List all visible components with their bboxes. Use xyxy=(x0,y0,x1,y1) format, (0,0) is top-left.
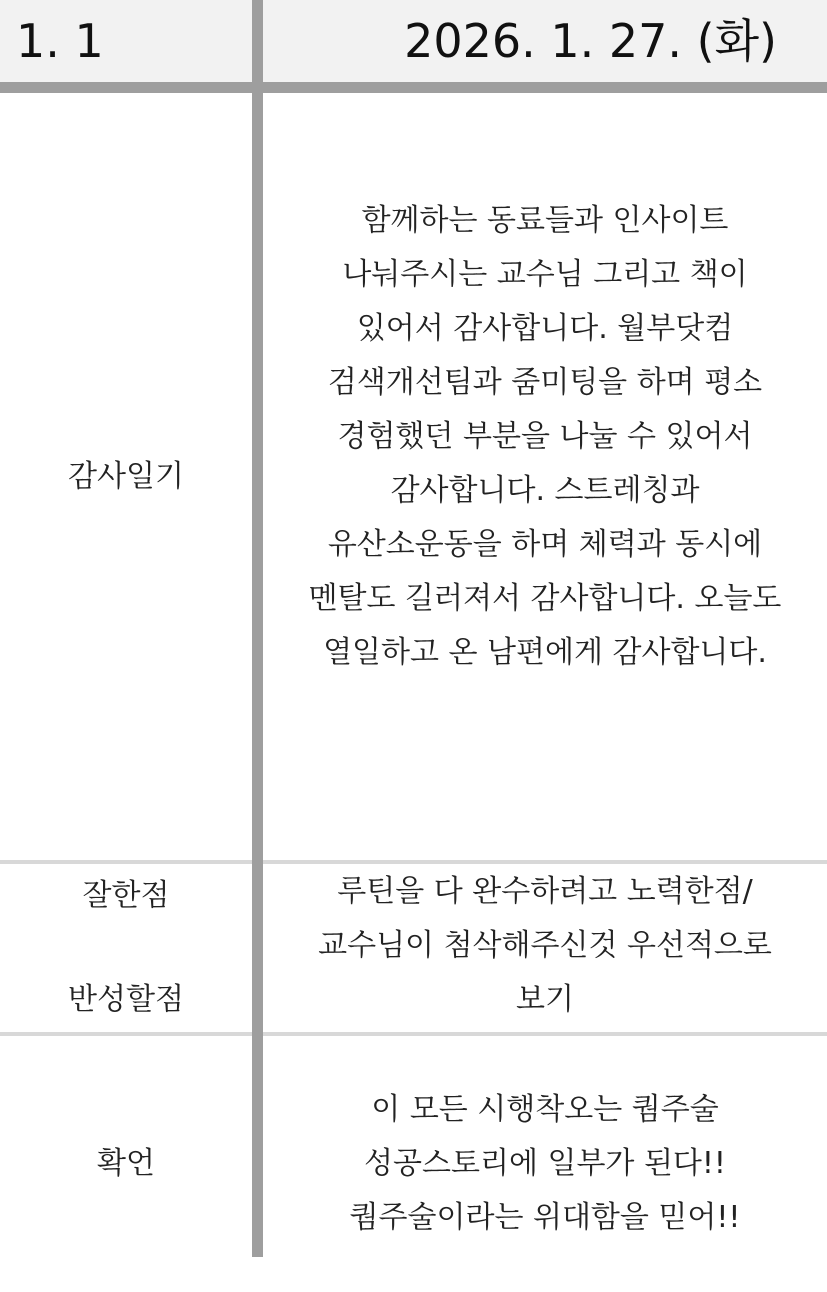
text-line: 열일하고 온 남편에게 감사합니다. xyxy=(323,634,767,670)
text-line: 보기 xyxy=(516,982,574,1017)
text-line: 함께하는 동료들과 인사이트 xyxy=(361,202,729,238)
label-gratitude-text: 감사일기 xyxy=(68,458,184,494)
label-good-points: 잘한점 xyxy=(82,878,170,913)
reflection-text xyxy=(285,865,805,1027)
label-reflection xyxy=(0,864,252,1032)
label-gratitude xyxy=(0,93,252,860)
text-line: 감사합니다. 스트레칭과 xyxy=(390,472,700,508)
affirmation-text xyxy=(285,1083,805,1245)
text-line: 있어서 감사합니다. 월부닷컴 xyxy=(356,310,734,346)
label-affirmation xyxy=(0,1036,252,1292)
text-line: 나눠주시는 교수님 그리고 책이 xyxy=(342,256,748,292)
gratitude-journal-text xyxy=(285,194,805,680)
text-line: 검색개선팀과 줌미팅을 하며 평소 xyxy=(327,364,763,400)
column-divider xyxy=(252,0,263,1257)
text-line: 루틴을 다 완수하려고 노력한점/ xyxy=(337,874,753,909)
text-line: 퀌주술이라는 위대함을 믿어!! xyxy=(349,1200,741,1235)
text-line: 성공스토리에 일부가 된다!! xyxy=(364,1146,726,1181)
affirmation-cell xyxy=(263,1036,827,1292)
entry-number: 1. 1 xyxy=(16,14,104,68)
header-divider xyxy=(0,82,827,93)
label-affirmation-text: 확언 xyxy=(97,1146,155,1181)
text-line: 경험했던 부분을 나눌 수 있어서 xyxy=(337,418,753,454)
gratitude-journal-cell xyxy=(263,93,827,860)
text-line: 멘탈도 길러져서 감사합니다. 오늘도 xyxy=(308,580,782,616)
reflection-cell xyxy=(263,864,827,1032)
text-line: 이 모든 시행착오는 퀌주술 xyxy=(371,1092,719,1127)
entry-date: 2026. 1. 27. (화) xyxy=(404,14,777,68)
text-line: 유산소운동을 하며 체력과 동시에 xyxy=(327,526,763,562)
label-points-to-reflect: 반성할점 xyxy=(68,982,184,1017)
header-row xyxy=(0,0,827,82)
text-line: 교수님이 첨삭해주신것 우선적으로 xyxy=(318,928,772,963)
